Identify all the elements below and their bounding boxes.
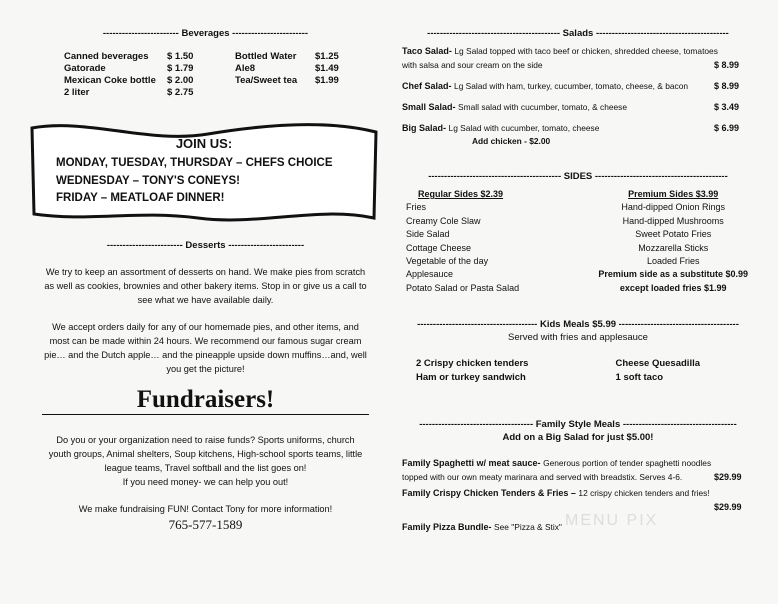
premium-note: except loaded fries $1.99 (619, 282, 727, 293)
salads-list (402, 44, 754, 147)
beverages-list (64, 51, 383, 98)
text-line: league teams, Travel softball and the list goes on! (104, 463, 307, 473)
side-item: Potato Salad or Pasta Salad (406, 282, 520, 293)
item-name: Family Pizza Bundle- (402, 522, 492, 533)
side-item: Cottage Cheese (406, 242, 472, 253)
fundraisers-title: Fundraisers! (136, 386, 275, 413)
banner-lines (56, 155, 333, 208)
left-column (28, 28, 383, 98)
list-item (402, 44, 754, 58)
list-item (402, 457, 754, 470)
fundraisers-contact: We make fundraising FUN! Contact Tony for more information! (78, 504, 333, 514)
item-desc: Lg Salad topped with taco beef or chicken, shredded cheese, tomatoes (454, 46, 718, 56)
beverage-name: Tea/Sweet tea (235, 75, 298, 86)
list-item (402, 121, 754, 135)
right-column (402, 28, 754, 534)
item-price: $ 6.99 (714, 123, 740, 133)
beverage-price: $ 2.00 (167, 75, 194, 86)
side-item: Creamy Cole Slaw (406, 215, 481, 226)
item-name: Chef Salad- (402, 81, 452, 91)
list-item (402, 79, 754, 93)
item-price: $29.99 (714, 502, 742, 513)
text-line: We accept orders daily for any of our homemade pies, and other items, and (52, 322, 359, 332)
item-name: Big Salad- (402, 123, 447, 133)
kids-meals-options (416, 357, 700, 384)
item-price: $ 8.99 (714, 81, 740, 91)
premium-sides-title: Premium Sides $3.99 (628, 189, 719, 199)
item-desc: Lg Salad with cucumber, tomato, cheese (448, 123, 600, 133)
item-desc: with salsa and sour cream on the side (402, 60, 543, 70)
desserts-paragraph-1 (28, 265, 383, 307)
sides-header: ------------------------------------------ SIDES ------------------------------------------ (428, 171, 728, 182)
beverage-price: $ 1.79 (167, 63, 194, 74)
kids-item: Ham or turkey sandwich (416, 371, 526, 383)
text-line: you get the picture! (166, 364, 245, 374)
join-us-title: JOIN US: (175, 136, 233, 151)
salads-header: ------------------------------------------ Salads ------------------------------------------ (427, 28, 729, 39)
kids-item: Cheese Quesadilla (615, 358, 700, 370)
text-line: If you need money- we can help you out! (122, 477, 289, 487)
beverage-price: $1.25 (315, 51, 339, 62)
side-item: Loaded Fries (646, 256, 700, 267)
family-meals-subtitle: Add on a Big Salad for just $5.00! (502, 432, 654, 444)
fundraisers-paragraph-1 (28, 433, 383, 489)
kids-meals-subtitle: Served with fries and applesauce (508, 332, 648, 344)
text-line: pie… and the Dutch apple… and the pineapple upside down muffins…and, well (44, 350, 367, 360)
item-name: Family Crispy Chicken Tenders & Fries – (402, 488, 576, 499)
beverages-header: ------------------------ Beverages ------------------------ (102, 28, 309, 39)
item-desc: Generous portion of tender spaghetti noodles (543, 458, 712, 469)
side-item: Fries (406, 202, 426, 213)
item-name: Family Spaghetti w/ meat sauce- (402, 458, 541, 469)
watermark: MENU PIX (565, 512, 659, 529)
text-line: youth groups, Animal shelters, Soup kitchens, High-school sports teams, little (48, 449, 363, 459)
item-desc: 12 crispy chicken tenders and fries! (578, 488, 710, 499)
banner-line: MONDAY, TUESDAY, THURSDAY – CHEFS CHOICE (56, 157, 333, 169)
list-item (402, 487, 754, 500)
kids-item: 2 Crispy chicken tenders (416, 358, 529, 370)
item-price: $ 8.99 (714, 60, 740, 70)
beverage-name: Canned beverages (64, 51, 149, 62)
premium-note: Premium side as a substitute $0.99 (598, 269, 748, 280)
beverage-price: $1.99 (315, 75, 339, 86)
item-desc: See "Pizza & Stix" (494, 522, 562, 533)
text-line: Do you or your organization need to raise funds? Sports uniforms, church (56, 435, 355, 445)
side-item: Mozzarella Sticks (638, 242, 709, 253)
beverage-name: Bottled Water (235, 51, 297, 62)
desserts-section (28, 240, 383, 533)
beverage-name: Ale8 (235, 63, 256, 74)
beverage-price: $1.49 (315, 63, 339, 74)
beverage-name: Gatorade (64, 63, 106, 74)
desserts-header: ------------------------ Desserts ------------------------ (106, 240, 305, 251)
kids-meals-header: -------------------------------------- Kids Meals $5.99 -------------------------------------- (417, 319, 739, 331)
kids-item: 1 soft taco (615, 371, 664, 383)
beverage-price: $ 2.75 (167, 87, 194, 98)
item-price: $29.99 (714, 472, 742, 483)
desserts-paragraph-2 (28, 320, 383, 376)
beverage-price: $ 1.50 (167, 51, 194, 62)
side-item: Hand-dipped Onion Rings (621, 202, 725, 213)
item-name: Small Salad- (402, 102, 456, 112)
list-item (402, 470, 754, 484)
item-desc: topped with our own meaty marinara and served with breadstix. Serves 4-6. (402, 472, 683, 483)
text-line: as well as cookies, brownies and other bakery items. Stop in or give us a call to (44, 281, 367, 291)
side-item: Hand-dipped Mushrooms (622, 215, 724, 226)
list-item (402, 58, 754, 72)
premium-sides (598, 188, 748, 295)
banner-line: FRIDAY – MEATLOAF DINNER! (56, 192, 225, 204)
add-chicken-note: Add chicken - $2.00 (472, 136, 551, 146)
item-desc: Small salad with cucumber, tomato, & cheese (458, 102, 628, 112)
family-meals-header: ------------------------------------ Family Style Meals ------------------------------------ (419, 419, 737, 431)
item-desc: Lg Salad with ham, turkey, cucumber, tomato, cheese, & bacon (454, 81, 689, 91)
sides-columns (402, 188, 754, 295)
beverage-name: 2 liter (64, 87, 90, 98)
regular-sides-title: Regular Sides $2.39 (418, 189, 504, 199)
phone-number: 765-577-1589 (168, 517, 243, 532)
text-line: most can be made within 24 hours. We recommend our famous sugar cream (49, 336, 362, 346)
join-us-banner (28, 122, 380, 227)
text-line: see what we have available daily. (137, 295, 274, 305)
side-item: Side Salad (406, 229, 450, 240)
item-name: Taco Salad- (402, 46, 452, 56)
banner-line: WEDNESDAY – TONY'S CONEYS! (56, 174, 241, 187)
text-line: We try to keep an assortment of desserts on hand. We make pies from scratch (45, 267, 366, 277)
beverage-name: Mexican Coke bottle (64, 75, 156, 86)
list-item (402, 100, 754, 114)
divider (42, 414, 369, 415)
side-item: Sweet Potato Fries (635, 229, 712, 240)
side-item: Applesauce (406, 269, 454, 280)
item-price: $ 3.49 (714, 102, 740, 112)
regular-sides (406, 188, 519, 295)
side-item: Vegetable of the day (406, 256, 489, 267)
